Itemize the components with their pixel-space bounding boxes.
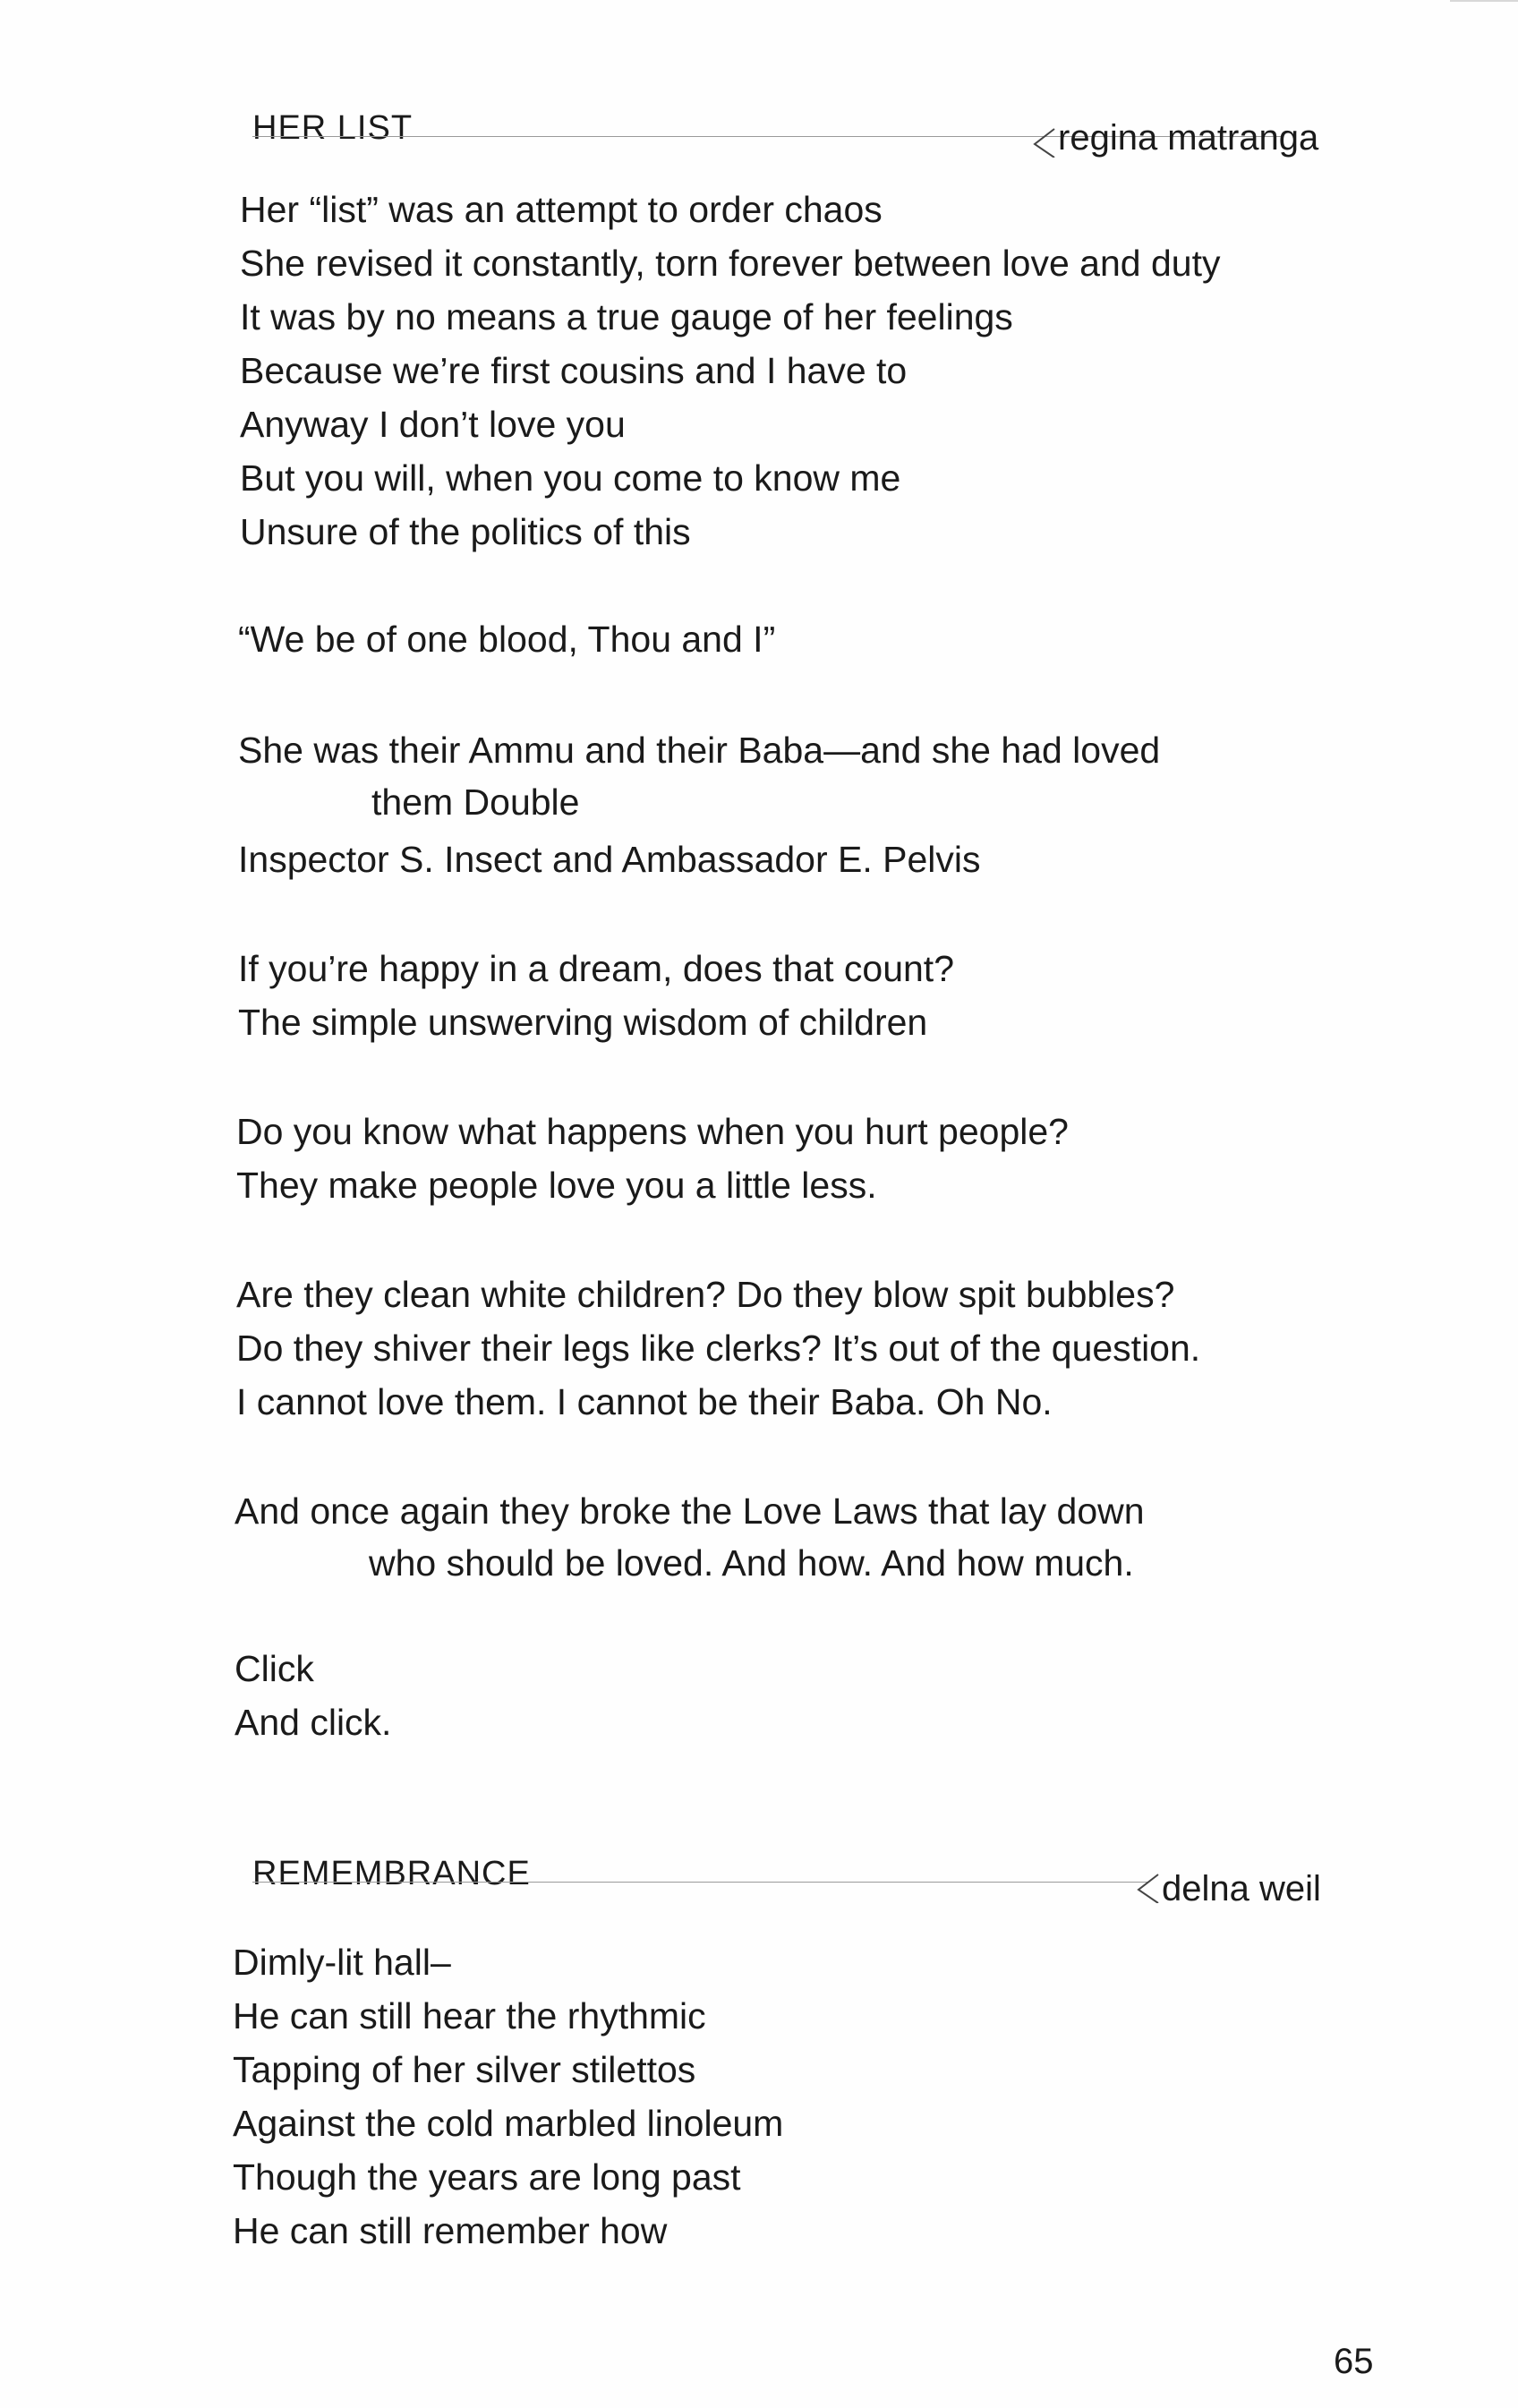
poem-line: Anyway I don’t love you: [240, 404, 626, 445]
poem-line: them Double: [371, 781, 580, 823]
poem-header-remembrance: [242, 1842, 1356, 1914]
poem-title: HER LIST: [252, 109, 414, 147]
poem-line: Click: [235, 1648, 314, 1689]
poem-line: Do you know what happens when you hurt people?: [236, 1111, 1069, 1152]
chevron-left-icon: [1031, 113, 1058, 158]
poem-line: He can still hear the rhythmic: [233, 1995, 706, 2037]
poem-line: Inspector S. Insect and Ambassador E. Pelvis: [238, 839, 981, 880]
poem-line: She was their Ammu and their Baba—and she had loved: [238, 730, 1161, 771]
poem-line: Unsure of the politics of this: [240, 511, 691, 552]
poem-author: delna weil: [1162, 1869, 1321, 1908]
poem-line: Against the cold marbled linoleum: [233, 2103, 784, 2144]
page-edge-rule: [1450, 0, 1518, 2]
poem-line: “We be of one blood, Thou and I”: [238, 619, 776, 660]
poem-line: They make people love you a little less.: [236, 1165, 877, 1206]
poem-line: But you will, when you come to know me: [240, 457, 901, 499]
page-number: 65: [1334, 2342, 1374, 2381]
poem-line: And once again they broke the Love Laws that lay down: [235, 1490, 1145, 1532]
poem-line: It was by no means a true gauge of her feelings: [240, 296, 1013, 337]
poem-author: regina matranga: [1058, 118, 1319, 158]
poem-line: Her “list” was an attempt to order chaos: [240, 189, 883, 230]
poem-header-her-list: [242, 97, 1356, 168]
poem-line: Are they clean white children? Do they blow spit bubbles?: [236, 1274, 1175, 1315]
poem-line: I cannot love them. I cannot be their Baba. Oh No.: [236, 1381, 1053, 1422]
poem-line: Do they shiver their legs like clerks? It’s out of the question.: [236, 1328, 1201, 1369]
poem-line: He can still remember how: [233, 2210, 668, 2251]
poem-line: who should be loved. And how. And how much.: [369, 1542, 1134, 1584]
poem-line: And click.: [235, 1702, 392, 1743]
poem-line: Dimly-lit hall–: [233, 1942, 451, 1983]
poem-title: REMEMBRANCE: [252, 1855, 531, 1892]
poem-line: Though the years are long past: [233, 2156, 741, 2198]
poem-line: The simple unswerving wisdom of children: [238, 1002, 928, 1043]
title-rule: [252, 1882, 1147, 1883]
poem-line: Tapping of her silver stilettos: [233, 2049, 696, 2090]
chevron-left-icon: [1135, 1858, 1162, 1903]
poem-line: If you’re happy in a dream, does that count?: [238, 948, 955, 989]
poem-line: Because we’re first cousins and I have to: [240, 350, 908, 391]
poem-line: She revised it constantly, torn forever between love and duty: [240, 243, 1221, 284]
